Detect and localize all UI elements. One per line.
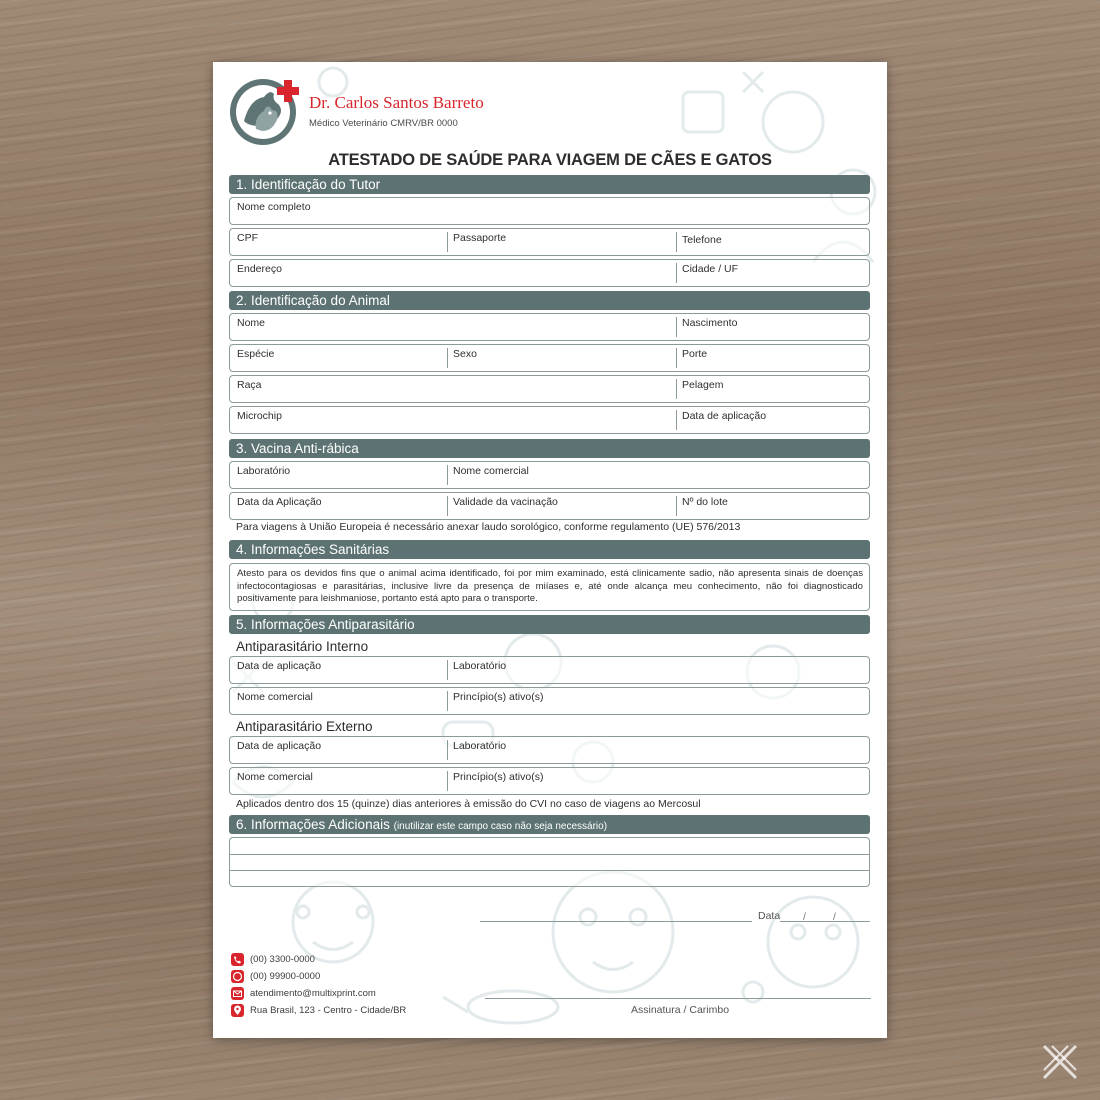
field-divider bbox=[447, 348, 448, 368]
field-label: Cidade / UF bbox=[682, 263, 739, 275]
additional-info-field[interactable] bbox=[229, 837, 870, 887]
doctor-registration: Médico Veterinário CMRV/BR 0000 bbox=[309, 118, 458, 129]
field-row-laboratorio[interactable] bbox=[229, 461, 870, 489]
section-antiparasitario-header: 5. Informações Antiparasitário bbox=[229, 615, 870, 634]
email-icon bbox=[231, 987, 244, 1000]
date-slash: / bbox=[803, 911, 806, 923]
certificate-sheet bbox=[213, 62, 887, 1038]
contact-text: (00) 3300-0000 bbox=[250, 954, 315, 965]
field-row-microchip[interactable] bbox=[229, 406, 870, 434]
field-nome-completo[interactable] bbox=[229, 197, 870, 225]
field-row-data-aplicacao[interactable] bbox=[229, 492, 870, 520]
field-divider bbox=[447, 232, 448, 252]
doctor-name: Dr. Carlos Santos Barreto bbox=[309, 93, 484, 112]
phone-icon bbox=[231, 953, 244, 966]
field-label: Telefone bbox=[682, 234, 722, 246]
field-divider bbox=[676, 496, 677, 516]
field-divider bbox=[676, 410, 677, 430]
field-divider bbox=[447, 465, 448, 485]
field-row-endereco[interactable] bbox=[229, 259, 870, 287]
field-label: Pelagem bbox=[682, 379, 724, 391]
date-line bbox=[480, 921, 752, 922]
field-row-interno-nome[interactable] bbox=[229, 687, 870, 715]
field-label: Laboratório bbox=[453, 740, 507, 752]
field-label: Raça bbox=[237, 379, 262, 391]
field-row-externo-nome[interactable] bbox=[229, 767, 870, 795]
field-label: Nome comercial bbox=[453, 465, 529, 477]
signature-line[interactable] bbox=[485, 998, 871, 999]
field-divider bbox=[447, 496, 448, 516]
field-label: Nome comercial bbox=[237, 771, 313, 783]
field-label: Nome completo bbox=[237, 201, 311, 213]
antiparasitario-interno-title: Antiparasitário Interno bbox=[236, 639, 369, 654]
antiparasitario-externo-title: Antiparasitário Externo bbox=[236, 719, 373, 734]
field-label: Princípio(s) ativo(s) bbox=[453, 771, 544, 783]
contact-text: atendimento@multixprint.com bbox=[250, 988, 376, 999]
field-row-interno-data[interactable] bbox=[229, 656, 870, 684]
field-label: Laboratório bbox=[453, 660, 507, 672]
signature-label: Assinatura / Carimbo bbox=[631, 1004, 730, 1016]
location-icon bbox=[231, 1004, 244, 1017]
field-label: Data de aplicação bbox=[237, 740, 322, 752]
date-label: Data bbox=[758, 910, 781, 922]
medical-cross-icon bbox=[277, 80, 299, 102]
section-tutor-header: 1. Identificação do Tutor bbox=[229, 175, 870, 194]
field-label: Passaporte bbox=[453, 232, 507, 244]
section-animal-header: 2. Identificação do Animal bbox=[229, 291, 870, 310]
field-row-raca[interactable] bbox=[229, 375, 870, 403]
field-label: Nome bbox=[237, 317, 266, 329]
date-slash: / bbox=[833, 911, 836, 923]
field-row-especie[interactable] bbox=[229, 344, 870, 372]
ruled-line bbox=[230, 870, 869, 871]
sanitarias-statement: Atesto para os devidos fins que o animal acima identificado, foi por mim examinado, está clinicamente sadio, não apresenta sinais de doenças infectocontagiosas e parasitárias, inclusive livre da presença de miíases e, até onde alcança meu conhecimento, não foi diagnosticado positivamente para leishmaniose, portanto está apto para o transporte. bbox=[229, 563, 870, 611]
field-divider bbox=[447, 740, 448, 760]
field-label: Sexo bbox=[453, 348, 477, 360]
field-divider bbox=[676, 317, 677, 337]
contact-text: (00) 99900-0000 bbox=[250, 971, 321, 982]
date-blank[interactable] bbox=[780, 921, 870, 922]
contact-text: Rua Brasil, 123 - Centro - Cidade/BR bbox=[250, 1005, 407, 1016]
field-label: Princípio(s) ativo(s) bbox=[453, 691, 544, 703]
field-divider bbox=[676, 263, 677, 283]
field-label: Laboratório bbox=[237, 465, 291, 477]
field-label: Nascimento bbox=[682, 317, 738, 329]
section-sanitarias-header: 4. Informações Sanitárias bbox=[229, 540, 870, 559]
field-label: Data de aplicação bbox=[682, 410, 767, 422]
section-adicionais-title: 6. Informações Adicionais bbox=[236, 817, 390, 832]
field-row-nome-animal[interactable] bbox=[229, 313, 870, 341]
field-divider bbox=[447, 691, 448, 711]
field-divider bbox=[447, 771, 448, 791]
section-adicionais-header bbox=[229, 815, 870, 834]
field-label: Espécie bbox=[237, 348, 275, 360]
vacina-note: Para viagens à União Europeia é necessário anexar laudo sorológico, conforme regulamento (UE) 576/2013 bbox=[236, 521, 741, 533]
field-label: Data de aplicação bbox=[237, 660, 322, 672]
field-divider bbox=[676, 379, 677, 399]
field-label: Validade da vacinação bbox=[453, 496, 558, 508]
page-title: ATESTADO DE SAÚDE PARA VIAGEM DE CÃES E GATOS bbox=[328, 151, 772, 169]
field-label: Porte bbox=[682, 348, 708, 360]
antiparasitario-note: Aplicados dentro dos 15 (quinze) dias anteriores à emissão do CVI no caso de viagens ao Mercosul bbox=[236, 798, 701, 810]
field-divider bbox=[676, 232, 677, 252]
field-row-externo-data[interactable] bbox=[229, 736, 870, 764]
whatsapp-icon bbox=[231, 970, 244, 983]
field-label: Nome comercial bbox=[237, 691, 313, 703]
field-label: Nº do lote bbox=[682, 496, 728, 508]
section-vacina-header: 3. Vacina Anti-rábica bbox=[229, 439, 870, 458]
multix-logo-mark bbox=[1038, 1040, 1082, 1084]
field-row-cpf[interactable] bbox=[229, 228, 870, 256]
field-label: CPF bbox=[237, 232, 258, 244]
field-divider bbox=[447, 660, 448, 680]
field-label: Data da Aplicação bbox=[237, 496, 322, 508]
field-label: Endereço bbox=[237, 263, 282, 275]
ruled-line bbox=[230, 854, 869, 855]
field-label: Microchip bbox=[237, 410, 282, 422]
section-adicionais-subtitle: (inutilizar este campo caso não seja necessário) bbox=[393, 821, 608, 832]
field-divider bbox=[676, 348, 677, 368]
